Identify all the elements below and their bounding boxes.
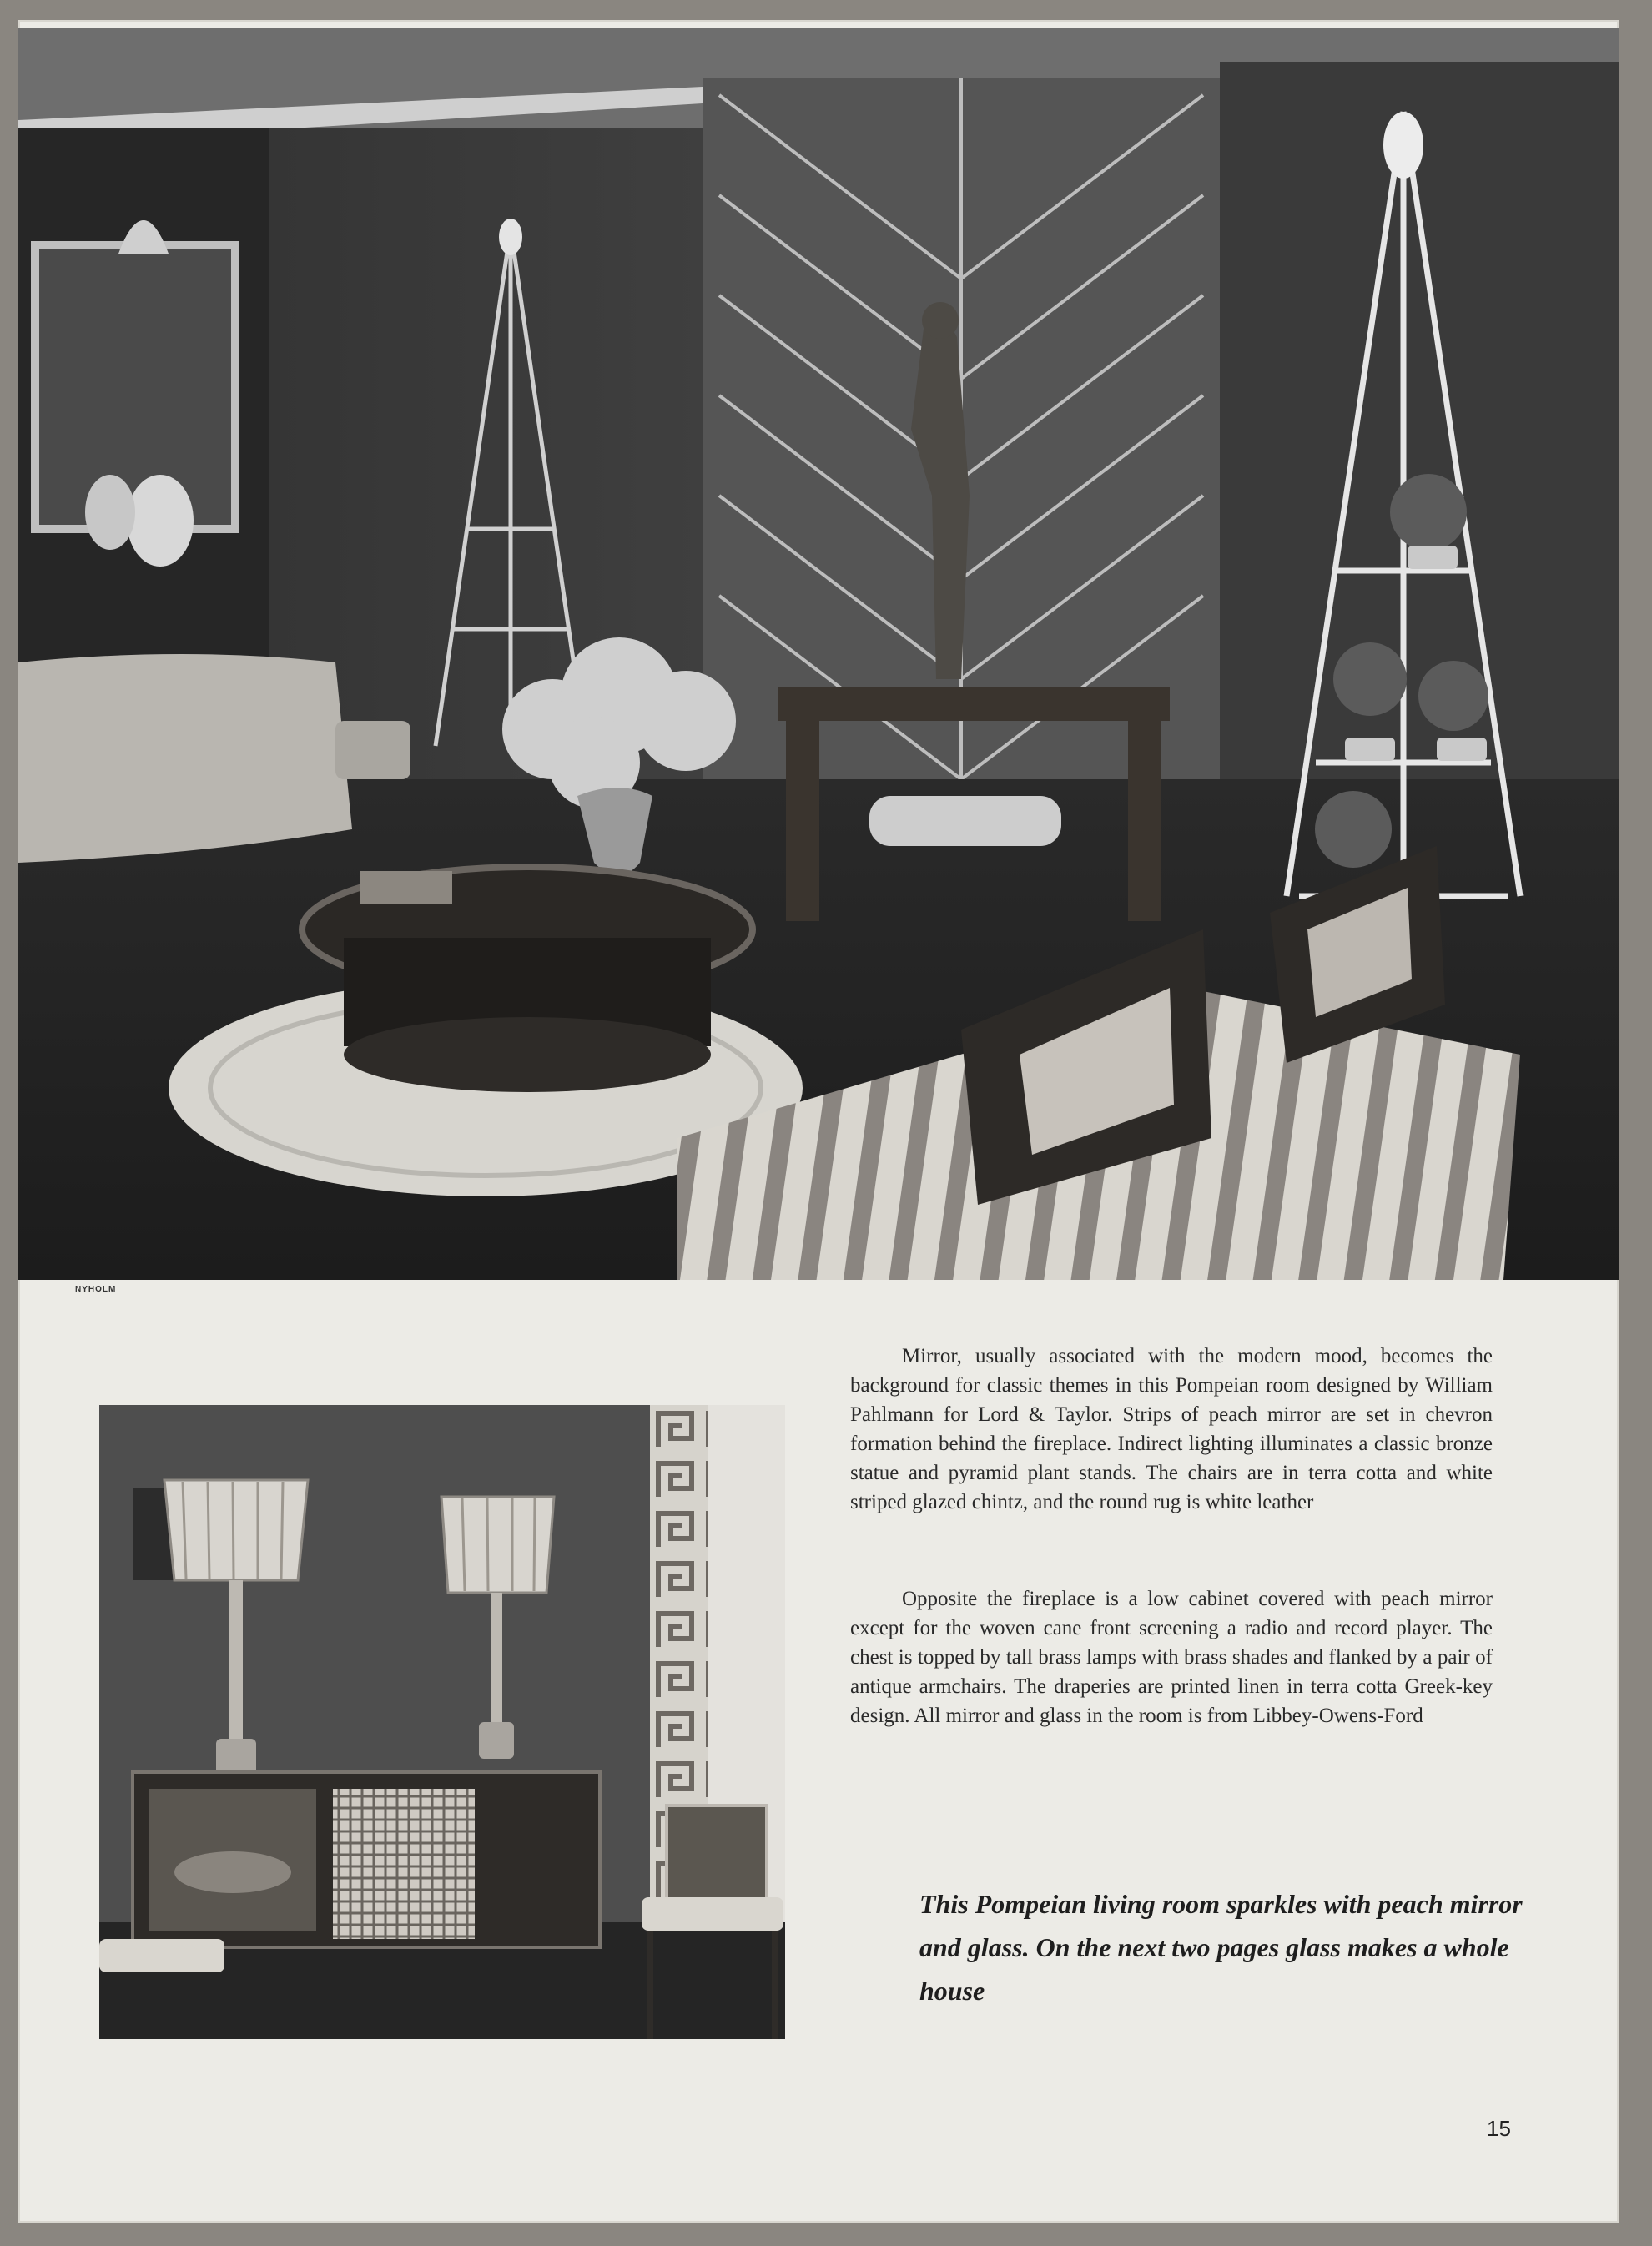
living-room-photo xyxy=(18,28,1619,1280)
magazine-page xyxy=(18,20,1619,2223)
page-number: 15 xyxy=(1487,2116,1511,2141)
caption-paragraph-1: Mirror, usually associated with the modern mood, becomes the background for classic themes in this Pompeian room designed by William Pahlmann for Lord & Taylor. Strips of peach mirror are set in chevron formation behind the fireplace. Indirect lighting illuminates a classic bronze statue and pyramid plant stands. The chairs are in terra cotta and white striped glazed chintz, and the round rug is white leather xyxy=(850,1345,1493,1513)
photo-credit: NYHOLM xyxy=(75,1285,117,1294)
caption-paragraph-2: Opposite the fireplace is a low cabinet covered with peach mirror except for the woven cane front screening a radio and record player. The chest is topped by tall brass lamps with brass shades and flanked by a pair of antique armchairs. The draperies are printed linen in terra cotta Greek-key design. All mirror and glass in the room is from Libbey-Owens-Ford xyxy=(850,1588,1493,1727)
cabinet-photo xyxy=(99,1405,785,2039)
headline-blurb: This Pompeian living room sparkles with peach mirror and glass. On the next two pages glass makes a whole house xyxy=(919,1889,1523,2006)
